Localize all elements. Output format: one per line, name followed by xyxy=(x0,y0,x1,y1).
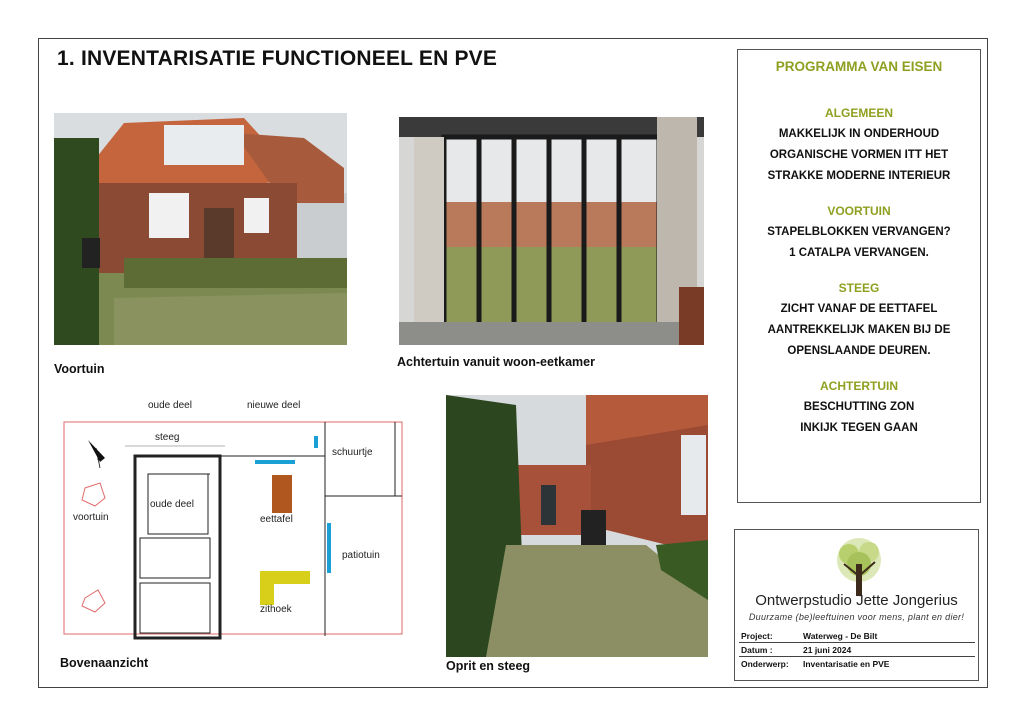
onderwerp-label: Onderwerp: xyxy=(741,659,789,669)
pve-line: AANTREKKELIJK MAKEN BIJ DE xyxy=(767,324,951,336)
floor-plan xyxy=(60,418,410,640)
info-row-onderwerp xyxy=(739,657,975,670)
pve-line: STRAKKE MODERNE INTERIEUR xyxy=(767,170,951,182)
datum-value: 21 juni 2024 xyxy=(803,645,852,655)
pve-line: ORGANISCHE VORMEN ITT HET xyxy=(769,149,949,161)
pve-title: PROGRAMMA VAN EISEN xyxy=(775,59,943,74)
pve-line: MAKKELIJK IN ONDERHOUD xyxy=(778,128,940,140)
pve-line: ZICHT VANAF DE EETTAFEL xyxy=(780,303,938,315)
plan-label-schuurtje: schuurtje xyxy=(332,447,373,458)
pve-line: OPENSLAANDE DEUREN. xyxy=(787,345,931,357)
page-title: 1. INVENTARISATIE FUNCTIONEEL EN PVE xyxy=(57,47,498,70)
svg-text:N: N xyxy=(97,455,103,462)
photo-voortuin xyxy=(54,113,347,345)
plan-label-oude-deel: oude deel xyxy=(148,400,192,411)
photo-oprit xyxy=(446,395,708,657)
pve-heading-achtertuin: ACHTERTUIN xyxy=(820,379,898,393)
pve-line: STAPELBLOKKEN VERVANGEN? xyxy=(767,226,951,238)
project-info-table xyxy=(739,629,975,670)
plan-label-steeg: steeg xyxy=(155,432,180,443)
plan-label-eettafel: eettafel xyxy=(260,514,293,525)
caption-voortuin: Voortuin xyxy=(54,362,105,376)
project-label: Project: xyxy=(741,631,773,641)
onderwerp-value: Inventarisatie en PVE xyxy=(803,659,890,669)
plan-label-oude-deel-inner: oude deel xyxy=(150,499,194,510)
plan-label-nieuwe-deel: nieuwe deel xyxy=(247,400,301,411)
caption-oprit: Oprit en steeg xyxy=(446,659,531,673)
plan-label-patiotuin: patiotuin xyxy=(342,550,380,561)
plan-label-zithoek: zithoek xyxy=(260,604,292,615)
pve-heading-algemeen: ALGEMEEN xyxy=(824,106,893,120)
photo-achtertuin xyxy=(399,117,704,345)
pve-panel xyxy=(737,49,981,503)
pve-line: INKIJK TEGEN GAAN xyxy=(800,422,918,434)
caption-bovenaanzicht: Bovenaanzicht xyxy=(60,656,149,670)
pve-heading-voortuin: VOORTUIN xyxy=(827,204,891,218)
pve-line: BESCHUTTING ZON xyxy=(803,401,915,413)
project-value: Waterweg - De Bilt xyxy=(803,631,878,641)
info-row-project xyxy=(739,629,975,643)
caption-achtertuin: Achtertuin vanuit woon-eetkamer xyxy=(397,355,595,369)
studio-name: Ontwerpstudio Jette Jongerius xyxy=(755,592,958,609)
studio-tagline: Duurzame (be)leeftuinen voor mens, plant en dier! xyxy=(748,612,965,622)
pve-heading-steeg: STEEG xyxy=(838,281,880,295)
tree-logo-icon xyxy=(819,536,899,598)
title-block xyxy=(734,529,979,681)
datum-label: Datum : xyxy=(741,645,773,655)
pve-line: 1 CATALPA VERVANGEN. xyxy=(789,247,929,259)
info-row-datum xyxy=(739,643,975,657)
plan-label-voortuin: voortuin xyxy=(73,512,109,523)
